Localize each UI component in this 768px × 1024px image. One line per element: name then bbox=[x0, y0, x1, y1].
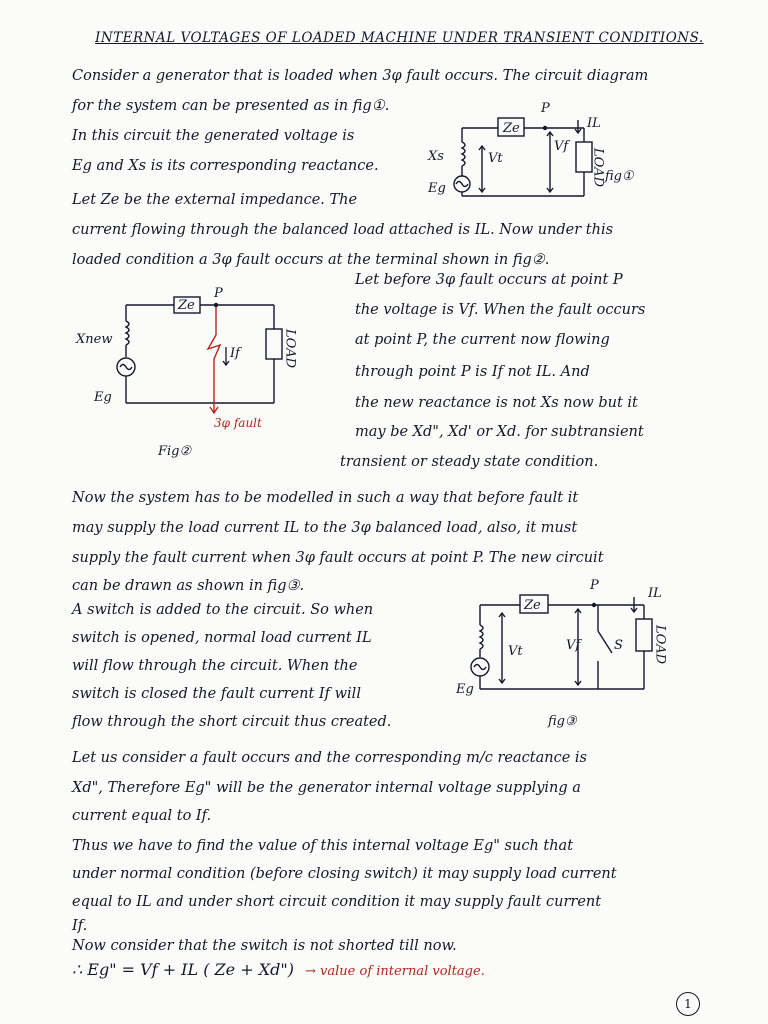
text-line: Let us consider a fault occurs and the corresponding m/c reactance is bbox=[72, 750, 587, 766]
vt-label: Vt bbox=[508, 644, 523, 659]
switch-label: S bbox=[614, 638, 623, 653]
node-p-label: P bbox=[541, 101, 550, 116]
text-line: Eg and Xs is its corresponding reactance. bbox=[72, 158, 379, 174]
page-number: 1 bbox=[676, 992, 700, 1016]
internal-voltage-equation bbox=[72, 960, 485, 979]
text-line: Xd", Therefore Eg" will be the generator internal voltage supplying a bbox=[72, 780, 581, 796]
load-label: LOAD bbox=[282, 329, 298, 369]
text-line: Let before 3φ fault occurs at point P bbox=[355, 272, 623, 288]
ze-label: Ze bbox=[503, 121, 520, 136]
node-p-label: P bbox=[214, 286, 223, 301]
ze-label: Ze bbox=[524, 598, 541, 613]
text-line: for the system can be presented as in fig①. bbox=[72, 98, 390, 114]
if-label: If bbox=[230, 346, 240, 361]
figure-3-caption: fig③ bbox=[548, 714, 577, 729]
eg-label: Eg bbox=[428, 181, 446, 196]
vf-label: Vf bbox=[554, 139, 569, 154]
eg-label: Eg bbox=[94, 390, 112, 405]
eg-label: Eg bbox=[456, 682, 474, 697]
ze-label: Ze bbox=[178, 298, 195, 313]
text-line: current equal to If. bbox=[72, 808, 212, 824]
text-line: Consider a generator that is loaded when 3φ fault occurs. The circuit diagram bbox=[72, 68, 649, 84]
text-line: supply the fault current when 3φ fault occurs at point P. The new circuit bbox=[72, 550, 604, 566]
figure-1-caption: fig① bbox=[605, 169, 634, 184]
xs-label: Xs bbox=[428, 149, 444, 164]
text-line: switch is closed the fault current If will bbox=[72, 686, 361, 702]
text-line: If. bbox=[72, 918, 88, 934]
text-line: the voltage is Vf. When the fault occurs bbox=[355, 302, 646, 318]
text-line: A switch is added to the circuit. So when bbox=[72, 602, 374, 618]
text-line: loaded condition a 3φ fault occurs at the terminal shown in fig②. bbox=[72, 252, 550, 268]
fault-label: 3φ fault bbox=[214, 416, 262, 430]
text-line: can be drawn as shown in fig③. bbox=[72, 578, 305, 594]
text-line: flow through the short circuit thus created. bbox=[72, 714, 392, 730]
text-line: under normal condition (before closing switch) it may supply load current bbox=[72, 866, 617, 882]
text-line: current flowing through the balanced load attached is IL. Now under this bbox=[72, 222, 614, 238]
text-line: will flow through the circuit. When the bbox=[72, 658, 358, 674]
page-title: INTERNAL VOLTAGES OF LOADED MACHINE UNDER TRANSIENT CONDITIONS. bbox=[95, 30, 704, 46]
text-line: equal to IL and under short circuit condition it may supply fault current bbox=[72, 894, 602, 910]
text-line: Now consider that the switch is not shorted till now. bbox=[72, 938, 457, 954]
text-line: switch is opened, normal load current IL bbox=[72, 630, 372, 646]
text-line: at point P, the current now flowing bbox=[355, 332, 610, 348]
text-line: Thus we have to find the value of this internal voltage Eg" such that bbox=[72, 838, 574, 854]
xnew-label: Xnew bbox=[76, 332, 113, 347]
il-label: IL bbox=[587, 116, 601, 131]
figure-2-caption: Fig② bbox=[158, 444, 192, 459]
load-label: LOAD bbox=[652, 625, 668, 665]
text-line: In this circuit the generated voltage is bbox=[72, 128, 355, 144]
node-p-label: P bbox=[590, 578, 599, 593]
load-label: LOAD bbox=[590, 148, 606, 188]
text-line: the new reactance is not Xs now but it bbox=[355, 395, 638, 411]
vt-label: Vt bbox=[488, 151, 503, 166]
text-line: Let Ze be the external impedance. The bbox=[72, 192, 358, 208]
equation-expression: ∴ Eg" = Vf + IL ( Ze + Xd") bbox=[72, 960, 294, 979]
equation-note: → value of internal voltage. bbox=[305, 964, 485, 979]
il-label: IL bbox=[648, 586, 662, 601]
vf-label: Vf bbox=[566, 638, 581, 653]
text-line: transient or steady state condition. bbox=[340, 454, 599, 470]
text-line: may be Xd", Xd' or Xd. for subtransient bbox=[355, 424, 644, 440]
figure-2-circuit bbox=[70, 285, 340, 470]
text-line: may supply the load current IL to the 3φ balanced load, also, it must bbox=[72, 520, 578, 536]
figure-3-circuit bbox=[448, 575, 718, 735]
text-line: through point P is If not IL. And bbox=[355, 364, 590, 380]
figure-1-circuit bbox=[400, 100, 720, 210]
text-line: Now the system has to be modelled in such a way that before fault it bbox=[72, 490, 579, 506]
